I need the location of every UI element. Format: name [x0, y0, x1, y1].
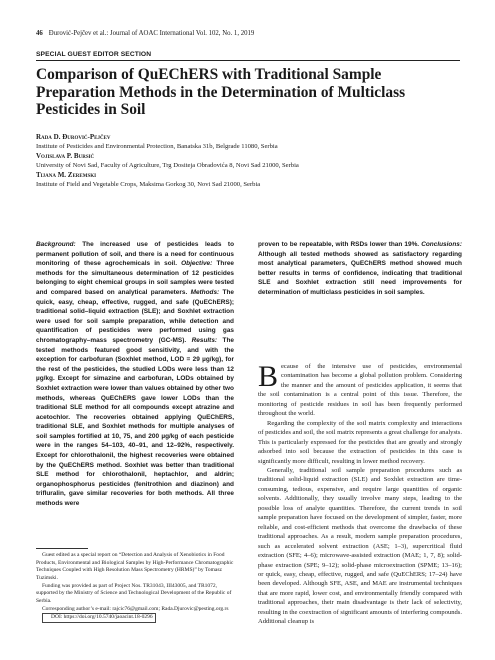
body-text [258, 362, 462, 627]
author-affiliation: Institute of Pesticides and Environmental Protection, Banatska 31b, Belgrade 11080, Serbia [36, 143, 278, 151]
author-name: Rada D. Đurović-Pejčev [36, 133, 111, 141]
abstract-results-text: The tested methods featured good sensitivity, and with the exception for carbofuran (Soxhlet method, LOD = 29 µg/kg), for the rest of the pesticides, the studied LODs were less than 12 µg/kg. Except for simazine and carbofuran, LODs obtained by Soxhlet extraction were lower than values obtained by other two methods, whereas QuEChERS gave lower LODs than the traditional SLE method for all compounds except atrazine and acetochlor. The recoveries obtained applying QuEChERS, traditional SLE, and Soxhlet methods for multiple analyses of soil samples fortified at 10, 75, and 200 µg/kg of each pesticide were in the ranges 54–103, 40–91, and 12–92%, respectively. Except for chlorothalonil, the highest recoveries were obtained by the QuEChERS method. Soxhlet was better than traditional SLE method for chlorothalonil, heptachlor, and aldrin; organophosphorus pesticides (fenitrothion and diazinon) and trifluralin, gave similar recoveries for both methods. All three methods were [36, 336, 235, 508]
drop-cap: B [258, 360, 279, 393]
abstract-continued-text: proven to be repeatable, with RSDs lower than 19%. [258, 241, 422, 248]
footnote: Funding was provided as part of Project Nos. TR31043, III43005, and TR1072, supported by the Ministry of Science and Technological Development of the Republic of Serbia. [36, 582, 232, 604]
abstract-objective-text: Three methods for the simultaneous determination of 12 pesticides belonging to eight chemical groups in soil samples were tested and compared based on analytical parameters. [36, 260, 234, 296]
abstract-conclusions-text: Although all tested methods showed as satisfactory regarding most analytical parameters, QuEChERS method showed much better results in terms of confidence, indicating that traditional SLE and Soxhlet extraction still need improvements for determination of multiclass pesticides in soil samples. [258, 250, 462, 296]
body-paragraph: Regarding the complexity of the soil matrix complexity and interactions of pesticides and soil, the soil matrix represents a great challenge for analysts. This is particularly expressed for the pesticides that are greatly and strongly adsorbed into soil because the extraction of pesticides in this case is significantly more difficult, resulting in lower method recovery. [258, 419, 462, 465]
footnote-doi [36, 613, 236, 623]
author-entry [36, 133, 466, 152]
abstract-background-text: The increased use of pesticides leads to permanent pollution of soil, and there is a need for continuous monitoring of these agrochemicals in soil. [36, 241, 234, 268]
author-affiliation: University of Novi Sad, Faculty of Agriculture, Trg Dositeja Obradovića 8, Novi Sad 21000, Serbia [36, 162, 299, 170]
abstract [36, 240, 234, 509]
author-entry [36, 152, 466, 171]
author-block [36, 133, 466, 189]
abstract-methods-label: Methods: [190, 288, 220, 296]
title-rule [36, 60, 460, 61]
section-label: SPECIAL GUEST EDITOR SECTION [36, 51, 152, 58]
doi-link[interactable]: DOI: https://doi.org/10.5740/jaoacint.18-0296 [42, 613, 156, 623]
running-head [36, 30, 254, 37]
running-title: Đurović-Pejčev et al.: Journal of AOAC International Vol. 102, No. 1, 2019 [48, 30, 255, 37]
footnotes [36, 552, 236, 623]
footnote: Corresponding author’s e-mail: rajcic76@gmail.com; Rada.Djurovic@pesting.org.rs [42, 605, 229, 612]
article-title: Comparison of QuEChERS with Traditional Sample Preparation Methods in the Determination of Multiclass Pesticides in Soil [36, 66, 406, 118]
abstract-conclusions-label: Conclusions: [421, 241, 462, 248]
page-number: 46 [36, 30, 43, 37]
author-name: Tijana M. Zeremski [36, 170, 97, 179]
abstract-continued [258, 240, 462, 298]
body-paragraph: Generally, traditional soil sample preparation procedures such as traditional solid-liquid extraction (SLE) and Soxhlet extraction are time-consuming, tedious, expensive, and require large quantities of organic solvents. Additionally, they usually involve many steps, leading to the possible loss of analyte quantities. Therefore, the current trends in soil sample preparation have focused on the development of simpler, faster, more reliable, and cost-efficient methods that overcome the drawbacks of these traditional approaches. As a result, modern sample preparation procedures, such as accelerated solvent extraction (ASE; 1–3), supercritical fluid extraction (SFE; 4–6); microwave-assisted extraction (MAE; 1, 7, 8); solid-phase extraction (SPE; 9–12); solid-phase microextraction (SPME; 13–16); or quick, easy, cheap, effective, rugged, and safe (QuEChERS; 17–24) have been developed. Although SFE, ASE, and MAE are instrumental techniques that are more rapid, lower cost, and environmentally friendly compared with traditional approaches, their main disadvantage is their lack of selectivity, resulting in the coextraction of significant amounts of interfering compounds. Additional cleanup is [258, 466, 462, 626]
author-name: Vojislava P. Bursić [36, 151, 95, 160]
abstract-methods-text: The quick, easy, cheap, effective, rugged, and safe (QuEChERS); traditional solid–liquid extraction (SLE); and Soxhlet extraction were used for soil sample preparation, while detection and quantification of pesticides were performed using gas chromatography–mass spectrometry (GC-MS). [36, 288, 234, 344]
author-affiliation: Institute of Field and Vegetable Crops, Maksima Gorkog 30, Novi Sad 21000, Serbia [36, 181, 261, 189]
abstract-background-label: Background: [36, 241, 76, 248]
footnote: Guest edited as a special report on “Detection and Analysis of Xenobiotics in Food Products, Environmental and Biological Samples by High-Performance Chromatographic Techniques Coupled with High Resolution Mass Spectrometry (HRMS)” by Tomasz Tuzimski. [36, 552, 234, 581]
author-entry [36, 171, 466, 190]
abstract-objective-label: Objective: [181, 260, 213, 268]
footnote-rule [36, 548, 88, 549]
abstract-results-label: Results: [191, 336, 218, 344]
body-paragraph: Because of the intensive use of pesticides, environmental contamination has become a global pollution problem. Considering the manner and the amount of pesticides application, it seems that the soil contamination is a central point of this issue. Therefore, the monitoring of pesticide residues in soil has been frequently performed throughout the world. [258, 360, 462, 418]
